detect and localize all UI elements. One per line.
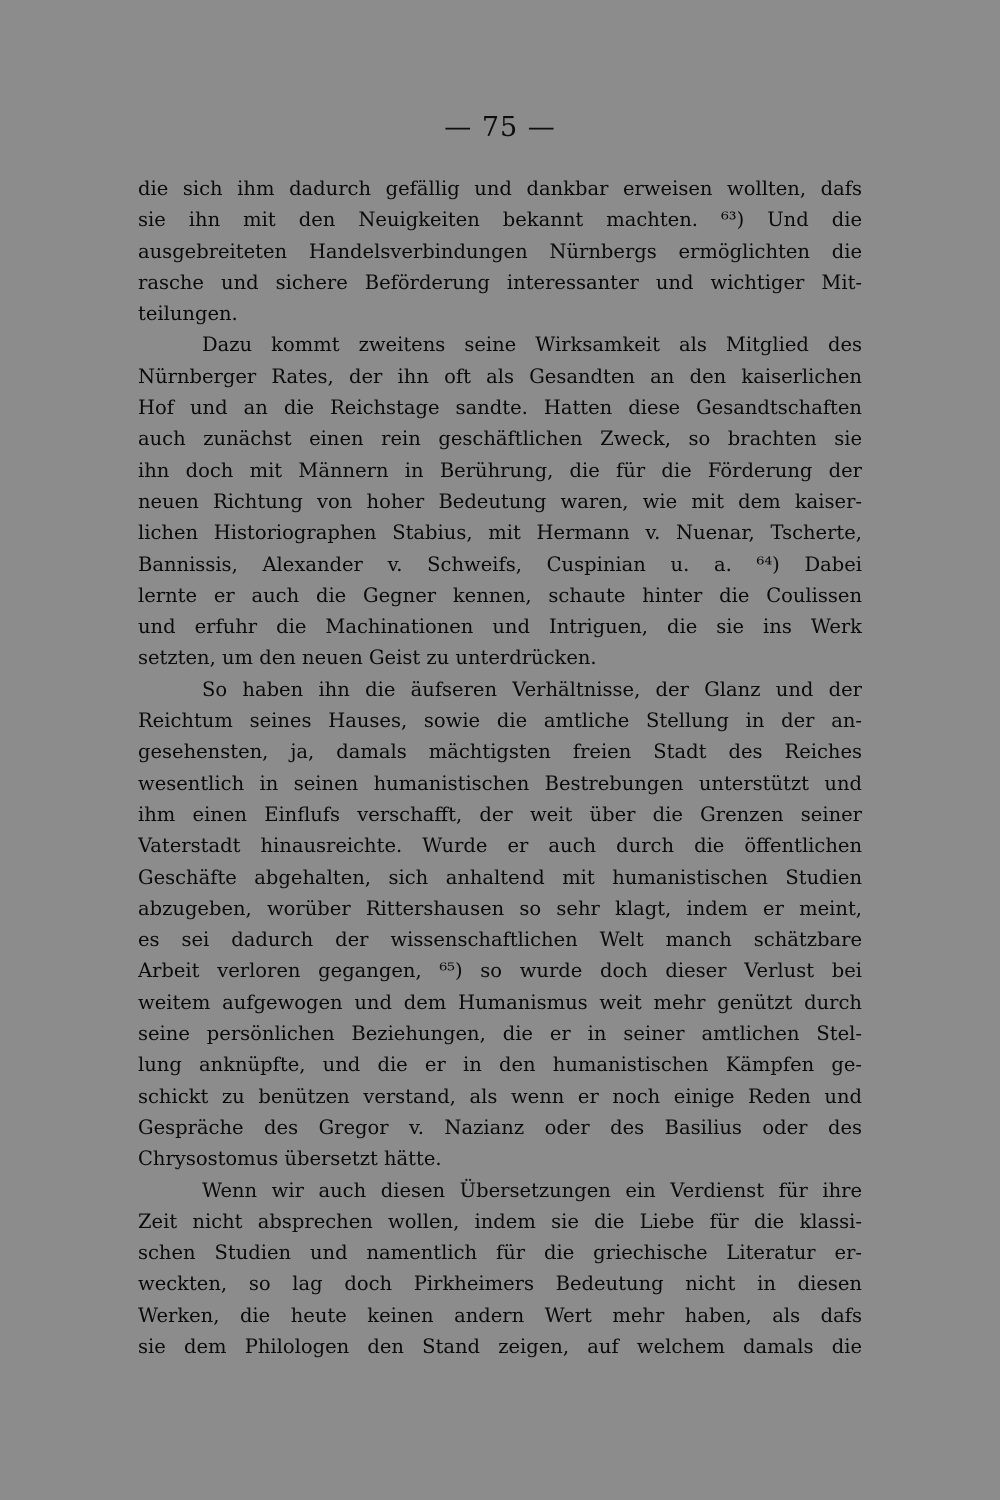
text-line: wesentlich in seinen humanistischen Bestrebungen unterstützt und [138,771,862,795]
text-line: ihn doch mit Männern in Berührung, die für die Förderung der [138,458,862,482]
text-line: Reichtum seines Hauses, sowie die amtliche Stellung in der an- [138,709,862,733]
text-line: gesehensten, ja, damals mächtigsten freien Stadt des Reiches [138,740,862,764]
text-line: lernte er auch die Gegner kennen, schaute hinter die Coulissen [138,583,862,607]
text-line: Bannissis, Alexander v. Schweifs, Cuspinian u. a. ⁶⁴) Dabei [138,552,862,576]
text-line: rasche und sichere Beförderung interessanter und wichtiger Mit- [138,270,862,294]
text-line: die sich ihm dadurch gefällig und dankbar erweisen wollten, dafs [138,177,862,200]
text-line: neuen Richtung von hoher Bedeutung waren, wie mit dem kaiser- [138,489,862,513]
text-line: abzugeben, worüber Rittershausen so sehr klagt, indem er meint, [138,896,862,920]
text-line: Werken, die heute keinen andern Wert mehr haben, als dafs [138,1303,862,1327]
text-line: teilungen. [138,302,238,326]
text-line: schen Studien und namentlich für die griechische Literatur er- [138,1241,862,1265]
text-line: Nürnberger Rates, der ihn oft als Gesandten an den kaiserlichen [138,364,862,388]
text-line: setzten, um den neuen Geist zu unterdrücken. [138,646,597,670]
text-line: weckten, so lag doch Pirkheimers Bedeutung nicht in diesen [138,1272,862,1296]
text-line: ihm einen Einflufs verschafft, der weit über die Grenzen seiner [138,802,862,826]
page-number: — 75 — [444,112,556,143]
text-line: sie ihn mit den Neuigkeiten bekannt machten. ⁶³) Und die [138,208,862,232]
text-line: Vaterstadt hinausreichte. Wurde er auch durch die öffentlichen [138,834,862,858]
text-line: es sei dadurch der wissenschaftlichen Welt manch schätzbare [138,928,862,952]
text-line: Hof und an die Reichstage sandte. Hatten diese Gesandtschaften [138,396,862,420]
text-line: sie dem Philologen den Stand zeigen, auf welchem damals die [138,1334,862,1358]
text-line: ausgebreiteten Handelsverbindungen Nürnbergs ermöglichten die [138,239,862,263]
text-line: seine persönlichen Beziehungen, die er in seiner amtlichen Stel- [138,1022,862,1046]
text-line: So haben ihn die äufseren Verhältnisse, der Glanz und der [202,677,862,701]
text-line: Wenn wir auch diesen Übersetzungen ein Verdienst für ihre [202,1178,862,1202]
text-line: Dazu kommt zweitens seine Wirksamkeit als Mitglied des [202,333,862,357]
text-line: Zeit nicht absprechen wollen, indem sie die Liebe für die klassi- [138,1209,862,1233]
text-line: lung anknüpfte, und die er in den humanistischen Kämpfen ge- [138,1053,862,1077]
text-line: auch zunächst einen rein geschäftlichen Zweck, so brachten sie [138,427,862,451]
text-line: Gespräche des Gregor v. Nazianz oder des Basilius oder des [138,1115,862,1139]
text-line: weitem aufgewogen und dem Humanismus weit mehr genützt durch [138,990,862,1014]
text-line: und erfuhr die Machinationen und Intriguen, die sie ins Werk [138,615,862,639]
text-line: Geschäfte abgehalten, sich anhaltend mit humanistischen Studien [138,865,862,889]
body-text [138,173,862,1362]
text-line: lichen Historiographen Stabius, mit Hermann v. Nuenar, Tscherte, [138,521,862,545]
text-line: schickt zu benützen verstand, als wenn er noch einige Reden und [138,1084,862,1108]
text-line: Chrysostomus übersetzt hätte. [138,1147,442,1171]
text-line: Arbeit verloren gegangen, ⁶⁵) so wurde doch dieser Verlust bei [138,959,862,983]
